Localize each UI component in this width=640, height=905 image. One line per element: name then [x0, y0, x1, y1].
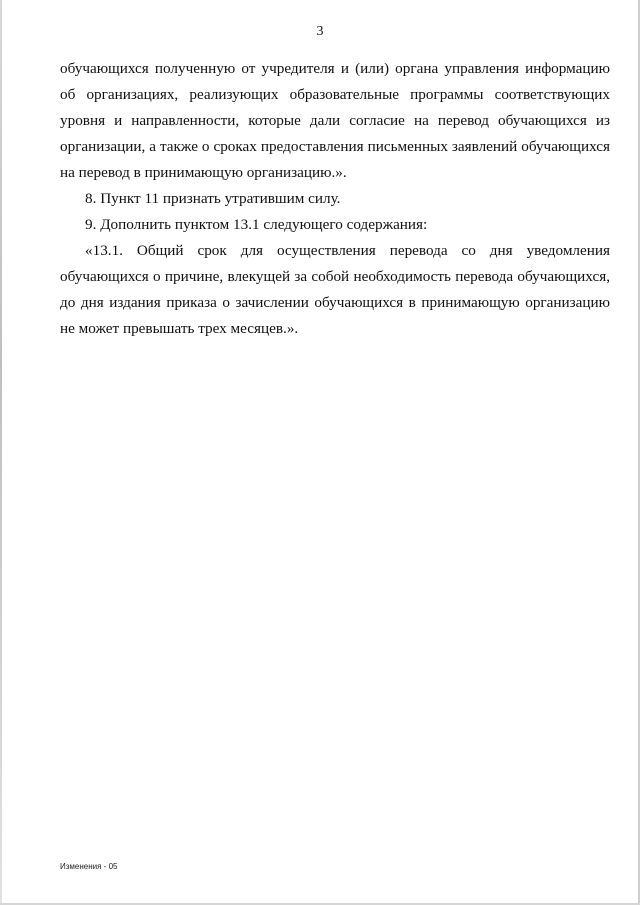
document-body — [60, 56, 610, 342]
scan-edge-left — [0, 0, 2, 905]
page-number: 3 — [316, 24, 324, 39]
paragraph-item-9: 9. Дополнить пунктом 13.1 следующего содержания: — [85, 216, 428, 233]
paragraph-quote-13-1: «13.1. Общий срок для осуществления перевода со дня уведомления обучающихся о причине, влекущей за собой необходимость перевода обучающихся, до дня издания приказа о зачислении обучающихся в принимающую организацию не может превышать трех месяцев.». — [60, 242, 610, 337]
paragraph-item-8: 8. Пункт 11 признать утратившим силу. — [85, 190, 341, 207]
footer-note: Изменения - 05 — [60, 862, 118, 871]
paragraph-continuation: обучающихся полученную от учредителя и (или) органа управления информацию об организациях, реализующих образовательные программы соответствующих уровня и направленности, которые дали согласие на перевод обучающихся из организации, а также о сроках предоставления письменных заявлений обучающихся на перевод в принимающую организацию.». — [60, 60, 610, 181]
